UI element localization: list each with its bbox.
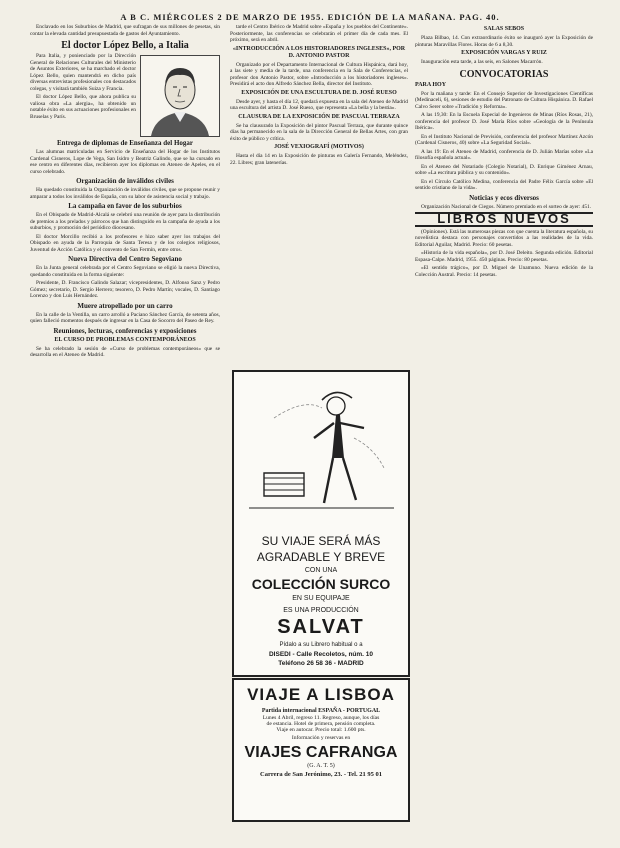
- traveler-illustration: [244, 378, 398, 528]
- column-middle: [230, 24, 408, 168]
- headline-directiva: Nueva Directiva del Centro Segoviano: [68, 255, 182, 263]
- headline-salas: SALAS SEBOS: [483, 26, 525, 32]
- diplomas-paragraph: Las alumnas matriculadas en Servicio de Enseñanza del Hogar de los Institutos Cardenal Cisneros, Lope de Vega, San Isidro y Beatriz Galindo, que se ha cursado en ese centro en diferentes días, recibieron ayer los diplomas en Ateneo de Apeles, en el curso celebrado.: [30, 149, 220, 175]
- libros-paragraph-3: «El sentido trágico», por D. Miguel de Unamuno. Nueva edición de la Colección Austral. Precio: 14 pesetas.: [415, 265, 593, 278]
- headline-introduccion: «INTRODUCCIÓN A LOS HISTORIADORES INGLESES», POR D. ANTONIO PASTOR: [232, 45, 406, 59]
- hoy-paragraph-3: En el Instituto Nacional de Previsión, conferencia del profesor Martínez Azcón (Cardenal Cisneros, 40) sobre «La Seguridad Social».: [415, 133, 593, 146]
- headline-invalidos: Organización de inválidos civiles: [76, 177, 174, 185]
- column-right: [415, 24, 593, 280]
- headline-campana: La campaña en favor de los suburbios: [68, 202, 182, 210]
- headline-convocatorias: CONVOCATORIAS: [459, 68, 549, 80]
- lisboa-advertisement: [232, 678, 410, 822]
- escultura-paragraph: Desde ayer, y hasta el día 12, quedará expuesta en la sala del Ateneo de Madrid una escultura del artista D. José Rueso, que representa «La bella y la bestia».: [230, 98, 408, 111]
- intro-paragraph: Enclavado en los Suburbios de Madrid, que sufragan de sus millones de pesetas, sin contar la elevada cantidad presupuestada de gastos del Ayuntamiento.: [30, 24, 220, 37]
- salvat-advertisement: [232, 370, 410, 677]
- campana-paragraph-2: El doctor Morcillo recibió a los profesores e hizo saber ayer los trabajos del Obispado en ayuda de la Parroquia de Santa Teresa y de los colegios religiosos, Juventud de Acción Católica y el convento de San Fermín, entre otros.: [30, 233, 220, 253]
- campana-paragraph-1: En el Obispado de Madrid-Alcalá se celebró una reunión de ayer para la distribución de premios a los prelados y párrocos que han distinguido en la campaña de ayuda a los suburbios, y promoción del periódico diocesano.: [30, 212, 220, 231]
- lisboa-line-6: Información y reservas en: [291, 735, 351, 741]
- lopez-paragraph-2: El doctor López Bello, que ahora publica su valiosa obra «La alergia», ha obtenido un notable éxito en sus actuaciones profesionales en Bruselas y París.: [30, 94, 136, 120]
- ad-line-9: DISEDI - Calle Recoletos, núm. 10: [268, 651, 374, 658]
- hoy-paragraph-4: A las 19: En el Ateneo de Madrid, conferencia de D. Julián Marías sobre «La filosofía española actual».: [415, 148, 593, 161]
- ad-line-2: AGRADABLE Y BREVE: [256, 550, 386, 564]
- directiva-paragraph-2: Presidente, D. Francisco Galindo Salazar; vicepresidentes, D. Alfonso Sanz y Pedro Gómez; secretario, D. Sergio Herrero; tesorero, D. Pedro Martín; vocales, D. Santiago Lorenzo y don Luis Hernández.: [30, 280, 220, 299]
- hoy-paragraph-6: En el Círculo Católico Medina, conferencia del Padre Félix García sobre «El sentido cristiano de la vida».: [415, 178, 593, 191]
- headline-noticias: Noticias y ecos diversos: [469, 193, 539, 202]
- lisboa-line-8: (G. A. T. 5): [307, 763, 335, 769]
- directiva-paragraph-1: En la Junta general celebrada por el Centro Segoviano se eligió la nueva Directiva, quedando constituida en la forma siguiente:: [30, 265, 220, 278]
- ad-line-4: COLECCIÓN SURCO: [251, 576, 391, 592]
- hoy-paragraph-5: En el Ateneo del Notariado (Colegio Notarial), D. Enrique Giménez Arnau, sobre «La escritura pública y su contenido».: [415, 163, 593, 176]
- vargas-paragraph: Inauguración esta tarde, a las seis, en Salones Macarrón.: [421, 59, 543, 65]
- ad-line-6: ES UNA PRODUCCIÓN: [283, 607, 359, 614]
- ad-line-5: EN SU EQUIPAJE: [292, 595, 350, 602]
- lopez-paragraph-1: Para Italia, y ponienciado por la Dirección General de Relaciones Culturales del Ministerio de Asuntos Exteriores, se ha marchado el doctor López Bello, quien mantendrá en dicho país diversas entrevistas profesionales con destacados colegas, y visitará también Suiza y Francia.: [30, 53, 136, 92]
- headline-clausura: CLAUSURA DE LA EXPOSICIÓN DE PASCUAL TERRAZA: [238, 113, 400, 120]
- hoy-paragraph-1: Por la mañana y tarde: En el Consejo Superior de Investigaciones Científicas (Medinaceli, 6), sesiones de estudio del Patronato de Cultura Hispánica. D. Rafael Calvo Serer sobre «Tradición y Reforma».: [415, 90, 593, 110]
- middle-top-paragraph: tarde el Centro Ibérico de Madrid sobre «España y los pueblos del Continente». Posteriormente, las conferencias se celebrarán el primer día de cada mes. El próximo, será en abril.: [230, 24, 408, 43]
- curso-paragraph: Se ha celebrado la sesión de «Curso de problemas contemporáneos» que se desarrolla en el Ateneo de Madrid.: [30, 345, 220, 358]
- lisboa-line-5: Viaje en autocar. Precio total: 1.600 pts.: [276, 727, 366, 733]
- libros-paragraph-2: «Historia de la vida española», por D. José Deleito. Segunda edición. Editorial Espasa-Calpe. Madrid, 1955. 450 páginas. Precio: 80 pesetas.: [415, 250, 593, 263]
- lisboa-title: VIAJE A LISBOA: [247, 685, 395, 704]
- headline-vargas: EXPOSICIÓN VARGAS Y RUIZ: [461, 50, 547, 56]
- lisboa-agency: VIAJES CAFRANGA: [244, 744, 398, 761]
- ad-line-8: Pídalo a su Librero habitual o a: [279, 642, 363, 648]
- lisboa-address: Carrera de San Jerónimo, 23. - Tel. 21 95 01: [260, 771, 382, 778]
- headline-vexiograf: JOSÉ VEXIOGRAFÍ (MOTIVOS): [274, 144, 364, 150]
- headline-libros-nuevos: LIBROS NUEVOS: [437, 211, 571, 226]
- libros-paragraph-1: (Opiniones). Está las numerosas piezas con que cuenta la literatura española, su novelística destaca con personajes convertidos a las realidades de la vida. Editorial Aguilar, Madrid. Precio: 60 pesetas.: [415, 228, 593, 248]
- atropellado-paragraph: En la calle de la Ventilla, un carro arrolló a Paciano Sánchez García, de setenta años, quien falleció momentos después de ingresar en la Casa de Socorro del Paseo de Rey.: [30, 311, 220, 324]
- headline-atropellado: Muere atropellado por un carro: [77, 301, 173, 310]
- subhead-para-hoy: PARA HOY: [415, 81, 447, 88]
- lisboa-line-4: de estancia. Hotel de primera, pensión completa.: [266, 721, 376, 727]
- lisboa-line-3: Lunes 4 Abril, regreso 11. Regreso, aunque, los días: [262, 715, 380, 721]
- salas-paragraph: Plaza Bilbao, 14. Con extraordinario éxito se inauguró ayer la Exposición de pinturas Maravillas Flores. Horas de 6 a 8,30.: [415, 35, 593, 48]
- vexiograf-paragraph: Hasta el día 14 en la Exposición de pinturas en Galería Fernando, Meléndez, 22. Libres; gran latenerías.: [230, 153, 408, 166]
- introduccion-paragraph: Organizado por el Departamento Internacional de Cultura Hispánica, dará hoy, a las siete y media de la tarde, una conferencia en la Sala de Conferencias, el profesor don Antonio Pastor, sobre «Introducción a los historiadores ingleses». Presidirá el acto don Alfredo Sánchez Bella, director del Instituto.: [230, 61, 408, 87]
- portrait-photo: [140, 55, 220, 137]
- headline-diplomas: Entrega de diplomas de Enseñanza del Hogar: [57, 139, 193, 147]
- invalidos-paragraph: Ha quedado constituida la Organización de inválidos civiles, que se propone reunir y amparar a todos los inválidos de España, con su labor de asistencia social y trabajo.: [30, 187, 220, 200]
- subhead-curso: EL CURSO DE PROBLEMAS CONTEMPORÁNEOS: [54, 336, 196, 343]
- headline-lopez-bello: El doctor López Bello, a Italia: [61, 40, 189, 51]
- ad-line-1: SU VIAJE SERÁ MÁS: [261, 534, 381, 548]
- page-header: A B C. MIÉRCOLES 2 DE MARZO DE 1955. EDICIÓN DE LA MAÑANA. PAG. 40.: [120, 12, 500, 22]
- headline-escultura: EXPOSICIÓN DE UNA ESCULTURA DE D. JOSÉ RUESO: [241, 89, 397, 96]
- column-left: [30, 24, 220, 361]
- ad-line-3: CON UNA: [304, 567, 338, 574]
- lisboa-line-2: Partida internacional ESPAÑA - PORTUGAL: [261, 708, 381, 714]
- ad-brand: SALVAT: [277, 616, 365, 638]
- clausura-paragraph: Se ha clausurado la Exposición del pintor Pascual Terraza, que durante quince días ha permanecido en la sala de la Dirección General de Bellas Artes, con gran éxito de público y crítica.: [230, 122, 408, 142]
- headline-reuniones: Reuniones, lecturas, conferencias y exposiciones: [53, 326, 197, 335]
- noticias-paragraph: Organización Nacional de Ciegos. Número premiado en el sorteo de ayer: 451.: [421, 203, 592, 210]
- hoy-paragraph-2: A las 19,30: En la Escuela Especial de Ingenieros de Minas (Ríos Rosas, 21), conferencia del profesor D. José María Ríos sobre «Geología de la Península Ibérica».: [415, 112, 593, 131]
- ad-line-10: Teléfono 26 58 36 - MADRID: [278, 660, 364, 667]
